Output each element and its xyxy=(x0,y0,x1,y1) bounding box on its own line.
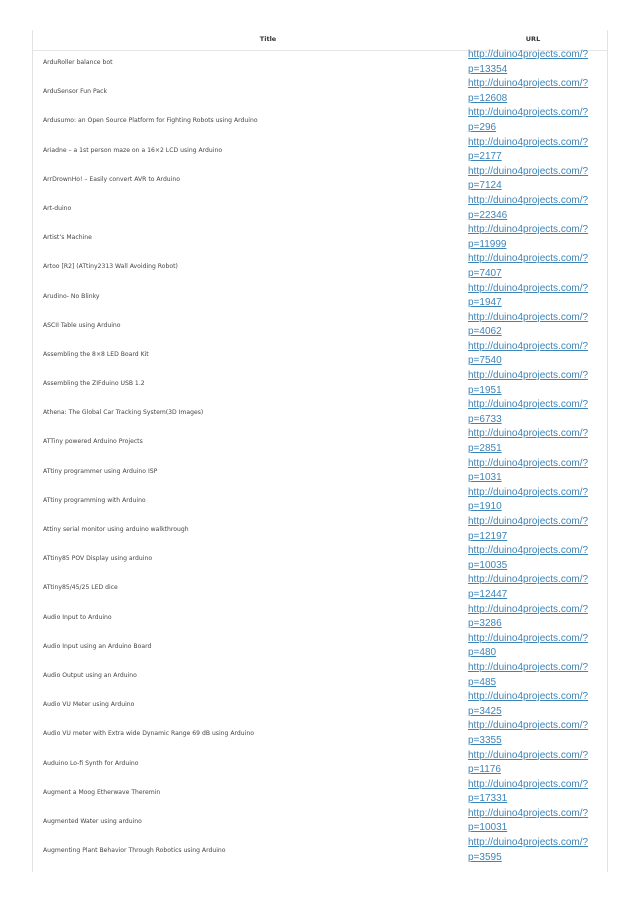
project-url-link[interactable] xyxy=(468,661,607,690)
project-url-link[interactable] xyxy=(468,603,607,632)
project-url-link[interactable] xyxy=(468,690,607,719)
table-row xyxy=(33,311,607,340)
url-line-2[interactable]: p=1176 xyxy=(468,764,501,776)
url-line-2[interactable]: p=3595 xyxy=(468,851,502,863)
table-row xyxy=(33,165,607,194)
url-line-1[interactable]: http://duino4projects.com/? xyxy=(468,370,589,382)
project-title: ArduSensor Fun Pack xyxy=(43,88,107,96)
project-title: ASCII Table using Arduino xyxy=(43,321,121,329)
url-line-1[interactable]: http://duino4projects.com/? xyxy=(468,720,589,732)
url-line-2[interactable]: p=4062 xyxy=(468,326,502,338)
url-line-1[interactable]: http://duino4projects.com/? xyxy=(468,311,589,323)
project-url-link[interactable] xyxy=(468,311,607,340)
url-line-2[interactable]: p=2177 xyxy=(468,151,502,163)
project-title: Artist’s Machine xyxy=(43,234,92,242)
url-line-1[interactable]: http://duino4projects.com/? xyxy=(468,661,589,673)
url-line-2[interactable]: p=6733 xyxy=(468,413,502,425)
project-url-link[interactable] xyxy=(468,223,607,252)
url-line-2[interactable]: p=296 xyxy=(468,121,497,133)
url-line-2[interactable]: p=12197 xyxy=(468,530,508,542)
project-url-link[interactable] xyxy=(468,340,607,369)
url-line-1[interactable]: http://duino4projects.com/? xyxy=(468,574,589,586)
project-title: ATtiny85/45/25 LED dice xyxy=(43,584,118,592)
project-url-link[interactable] xyxy=(468,106,607,135)
project-title: Audio Input to Arduino xyxy=(43,613,112,621)
url-line-1[interactable]: http://duino4projects.com/? xyxy=(468,749,589,761)
project-url-link[interactable] xyxy=(468,427,607,456)
project-title: Arudino- No Blinky xyxy=(43,292,100,300)
project-title: ArrDrownHo! – Easily convert AVR to Arduino xyxy=(43,175,180,183)
project-url-link[interactable] xyxy=(468,836,607,865)
project-title: ATtiny85 POV Display using arduino xyxy=(43,555,153,563)
project-title: Audio VU meter with Extra wide Dynamic Range 69 dB using Arduino xyxy=(43,730,254,738)
project-url-link[interactable] xyxy=(468,486,607,515)
project-url-link[interactable] xyxy=(468,807,607,836)
url-line-1[interactable]: http://duino4projects.com/? xyxy=(468,340,589,352)
project-url-link[interactable] xyxy=(468,77,607,106)
url-line-1[interactable]: http://duino4projects.com/? xyxy=(468,78,589,90)
header-url: URL xyxy=(525,35,541,43)
project-url-link[interactable] xyxy=(468,194,607,223)
table-row xyxy=(33,778,607,807)
url-line-1[interactable]: http://duino4projects.com/? xyxy=(468,107,589,119)
url-line-2[interactable]: p=17331 xyxy=(468,793,508,805)
table-row xyxy=(33,48,607,77)
projects-table xyxy=(32,30,608,872)
url-line-2[interactable]: p=7540 xyxy=(468,355,502,367)
table-row xyxy=(33,544,607,573)
project-url-link[interactable] xyxy=(468,544,607,573)
project-title: Attiny serial monitor using arduino walkthrough xyxy=(43,526,189,533)
project-url-link[interactable] xyxy=(468,515,607,544)
table-row xyxy=(33,252,607,281)
project-url-link[interactable] xyxy=(468,573,607,602)
project-title: Augment a Moog Etherwave Theremin xyxy=(43,788,161,796)
table-row xyxy=(33,807,607,836)
url-line-1[interactable]: http://duino4projects.com/? xyxy=(468,486,589,498)
url-line-1[interactable]: http://duino4projects.com/? xyxy=(468,253,589,265)
url-line-1[interactable]: http://duino4projects.com/? xyxy=(468,603,589,615)
project-url-link[interactable] xyxy=(468,252,607,281)
project-title: Augmented Water using arduino xyxy=(43,817,142,825)
table-row xyxy=(33,223,607,252)
url-line-1[interactable]: http://duino4projects.com/? xyxy=(468,136,589,148)
project-url-link[interactable] xyxy=(468,369,607,398)
project-url-link[interactable] xyxy=(468,165,607,194)
url-line-2[interactable]: p=1951 xyxy=(468,384,502,396)
project-title: Augmenting Plant Behavior Through Robotics using Arduino xyxy=(43,847,226,855)
url-line-2[interactable]: p=10031 xyxy=(468,822,508,834)
table-row xyxy=(33,77,607,106)
project-title: Assembling the ZIFduino USB 1.2 xyxy=(43,380,145,388)
table-row xyxy=(33,282,607,311)
url-line-2[interactable]: p=1947 xyxy=(468,297,502,309)
table-row xyxy=(33,136,607,165)
table-row xyxy=(33,603,607,632)
project-url-link[interactable] xyxy=(468,398,607,427)
url-line-2[interactable]: p=22346 xyxy=(468,209,508,221)
url-line-1[interactable]: http://duino4projects.com/? xyxy=(468,457,589,469)
project-title: Athena: The Global Car Tracking System(3D Images) xyxy=(43,409,204,417)
url-line-2[interactable]: p=1031 xyxy=(468,472,502,484)
project-title: Ariadne – a 1st person maze on a 16×2 LCD using Arduino xyxy=(43,146,223,154)
table-row xyxy=(33,398,607,427)
project-url-link[interactable] xyxy=(468,282,607,311)
table-row xyxy=(33,836,607,865)
table-row xyxy=(33,749,607,778)
url-line-2[interactable]: p=12447 xyxy=(468,588,508,600)
url-line-2[interactable]: p=2851 xyxy=(468,443,502,455)
url-line-2[interactable]: p=480 xyxy=(468,647,497,659)
project-title: ArduRoller balance bot xyxy=(43,59,113,66)
url-line-1[interactable]: http://duino4projects.com/? xyxy=(468,165,589,177)
table-row xyxy=(33,369,607,398)
project-title: Audio Input using an Arduino Board xyxy=(43,642,152,650)
url-line-1[interactable]: http://duino4projects.com/? xyxy=(468,632,589,644)
url-line-1[interactable]: http://duino4projects.com/? xyxy=(468,428,589,440)
url-line-1[interactable]: http://duino4projects.com/? xyxy=(468,837,589,849)
project-url-link[interactable] xyxy=(468,719,607,748)
project-title: Art-duino xyxy=(43,204,72,212)
project-url-link[interactable] xyxy=(468,48,607,77)
url-line-2[interactable]: p=3286 xyxy=(468,618,502,630)
project-url-link[interactable] xyxy=(468,457,607,486)
url-line-2[interactable]: p=3355 xyxy=(468,734,502,746)
url-line-2[interactable]: p=13354 xyxy=(468,63,508,75)
url-line-1[interactable]: http://duino4projects.com/? xyxy=(468,807,589,819)
url-line-2[interactable]: p=485 xyxy=(468,676,497,688)
table-row xyxy=(33,573,607,602)
url-line-1[interactable]: http://duino4projects.com/? xyxy=(468,194,589,206)
url-line-1[interactable]: http://duino4projects.com/? xyxy=(468,49,589,60)
project-url-link[interactable] xyxy=(468,632,607,661)
table-row xyxy=(33,661,607,690)
url-line-2[interactable]: p=7124 xyxy=(468,180,502,192)
project-url-link[interactable] xyxy=(468,778,607,807)
url-line-1[interactable]: http://duino4projects.com/? xyxy=(468,691,589,703)
project-title: ATTiny powered Arduino Projects xyxy=(43,438,143,446)
table-row xyxy=(33,719,607,748)
url-line-2[interactable]: p=3425 xyxy=(468,705,502,717)
project-title: Assembling the 8×8 LED Board Kit xyxy=(43,350,149,358)
url-line-2[interactable]: p=10035 xyxy=(468,559,508,571)
table-row xyxy=(33,457,607,486)
url-line-2[interactable]: p=12608 xyxy=(468,92,508,104)
project-title: Auduino Lo-fi Synth for Arduino xyxy=(43,759,139,767)
project-title: Audio VU Meter using Arduino xyxy=(43,701,135,709)
table-row xyxy=(33,106,607,135)
url-line-1[interactable]: http://duino4projects.com/? xyxy=(468,545,589,557)
project-title: Ardusumo: an Open Source Platform for Fighting Robots using Arduino xyxy=(43,117,258,125)
project-url-link[interactable] xyxy=(468,136,607,165)
url-line-1[interactable]: http://duino4projects.com/? xyxy=(468,516,589,527)
table-row xyxy=(33,632,607,661)
project-title: ATtiny programmer using Arduino ISP xyxy=(43,467,158,475)
table-row xyxy=(33,340,607,369)
url-line-1[interactable]: http://duino4projects.com/? xyxy=(468,224,589,236)
project-title: Audio Output using an Arduino xyxy=(43,671,137,679)
url-line-2[interactable]: p=11999 xyxy=(468,238,507,250)
project-title: ATtiny programming with Arduino xyxy=(43,496,146,504)
url-line-1[interactable]: http://duino4projects.com/? xyxy=(468,282,589,294)
table-body xyxy=(33,48,607,865)
project-title: Artoo [R2] (ATtiny2313 Wall Avoiding Robot) xyxy=(43,263,178,271)
url-line-2[interactable]: p=1910 xyxy=(468,501,502,513)
url-line-1[interactable]: http://duino4projects.com/? xyxy=(468,778,589,790)
url-line-1[interactable]: http://duino4projects.com/? xyxy=(468,399,589,411)
table-row xyxy=(33,690,607,719)
table-row xyxy=(33,515,607,544)
project-url-link[interactable] xyxy=(468,749,607,778)
url-line-2[interactable]: p=7407 xyxy=(468,267,502,279)
header-title: Title xyxy=(259,35,277,43)
table-row xyxy=(33,486,607,515)
table-row xyxy=(33,427,607,456)
table-row xyxy=(33,194,607,223)
